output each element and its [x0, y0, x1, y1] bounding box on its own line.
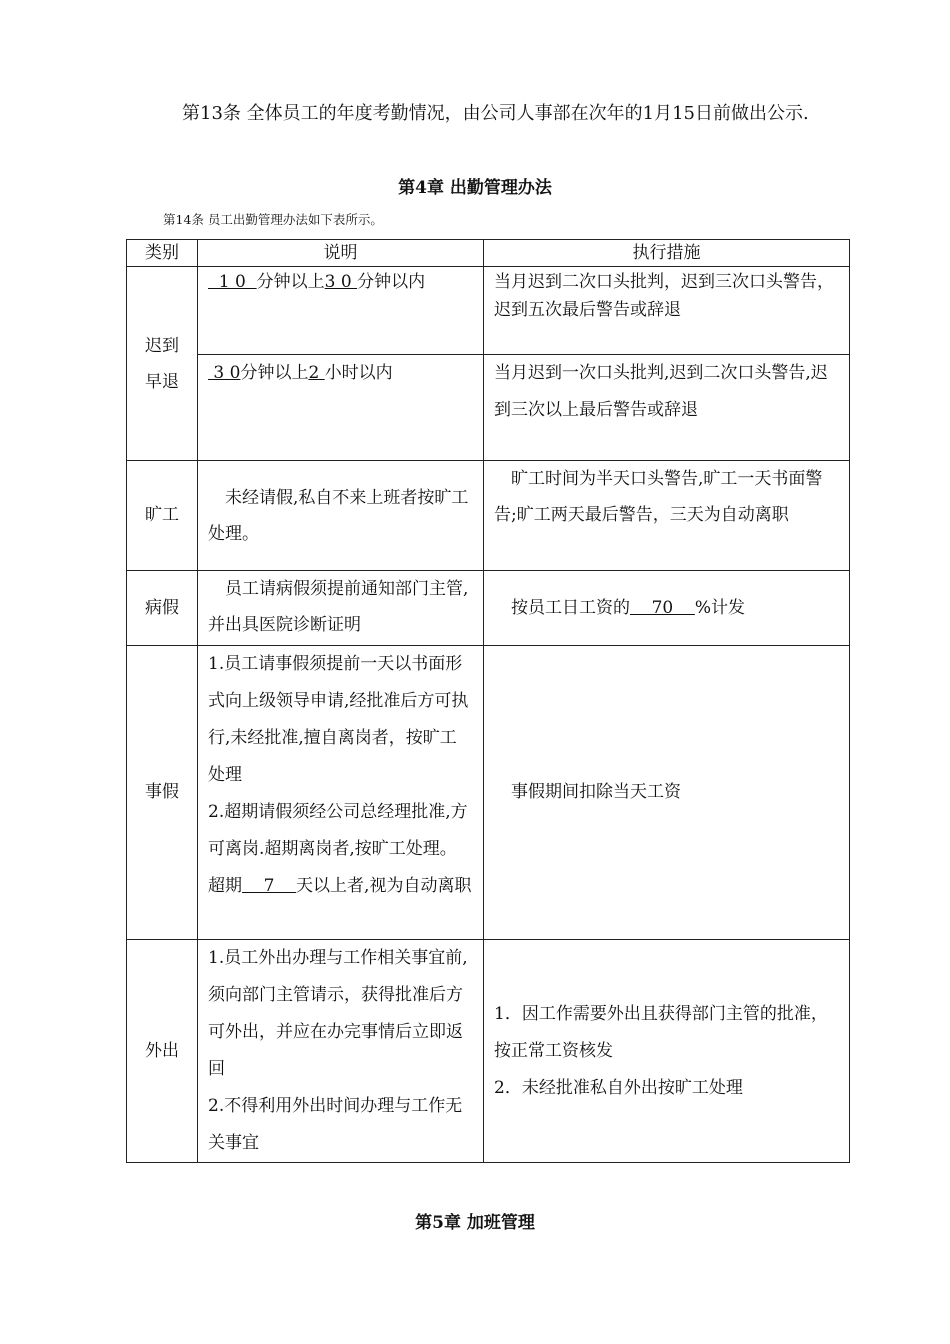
personal-desc-2-pre: 2.超期请假须经公司总经理批准,方可离岗.超期离岗者,按旷工处理。超期 [208, 802, 468, 896]
out-action-1: 1．因工作需要外出且获得部门主管的批准，按正常工资核发 [494, 1003, 828, 1061]
table-row-late-1 [127, 267, 850, 355]
out-desc [198, 940, 484, 1163]
out-desc-2: 2.不得利用外出时间办理与工作无关事宜 [208, 1096, 463, 1153]
late-action-1: 当月迟到二次口头批判，迟到三次口头警告，迟到五次最后警告或辞退 [484, 267, 850, 355]
table-row-sick [127, 571, 850, 646]
absent-desc [198, 461, 484, 571]
category-personal: 事假 [127, 646, 198, 940]
blank-30: 3 0 [324, 272, 358, 292]
sick-action-post: %计发 [694, 597, 746, 618]
late-desc-1-text2: 分钟以内 [357, 272, 426, 292]
blank-70: 70 [630, 597, 695, 618]
personal-desc-1: 1.员工请事假须提前一天以书面形式向上级领导申请,经批准后方可执行,未经批准,擅自离岗者，按旷工处理 [208, 654, 469, 785]
late-action-2: 当月迟到一次口头批判,迟到二次口头警告,迟到三次以上最后警告或辞退 [484, 355, 850, 461]
article-14: 第14条 员工出勤管理办法如下表所示。 [163, 212, 383, 227]
category-late-line2: 早退 [145, 371, 179, 392]
category-sick: 病假 [127, 571, 198, 646]
late-desc-2 [198, 355, 484, 461]
out-action-2: 2．未经批准私自外出按旷工处理 [494, 1077, 743, 1098]
blank-2: 2 [308, 363, 325, 383]
personal-desc [198, 646, 484, 940]
sick-action-pre: 按员工日工资的 [511, 597, 630, 618]
absent-action: 旷工时间为半天口头警告,旷工一天书面警告;旷工两天最后警告，三天为自动离职 [484, 461, 850, 571]
late-desc-2-text1: 分钟以上 [240, 363, 309, 383]
out-action [484, 940, 850, 1163]
header-description: 说明 [198, 240, 484, 267]
table-row-out [127, 940, 850, 1163]
late-desc-1-text1: 分钟以上 [256, 272, 325, 292]
personal-action: 事假期间扣除当天工资 [484, 646, 850, 940]
chapter-4-title: 第4章 出勤管理办法 [398, 178, 552, 198]
out-desc-1: 1.员工外出办理与工作相关事宜前,须向部门主管请示，获得批准后方可外出，并应在办完事情后立即返回 [208, 948, 468, 1079]
chapter-5-title: 第5章 加班管理 [415, 1213, 535, 1233]
category-out: 外出 [127, 940, 198, 1163]
table-header-row [127, 240, 850, 267]
category-absent: 旷工 [127, 461, 198, 571]
blank-10: 1 0 [208, 272, 257, 292]
blank-7: 7 [242, 876, 297, 896]
blank-30b: 3 0 [208, 363, 241, 383]
category-late-line1: 迟到 [145, 335, 179, 356]
late-desc-1 [198, 267, 484, 355]
table-row-personal [127, 646, 850, 940]
table-row-late-2 [127, 355, 850, 461]
sick-desc: 员工请病假须提前通知部门主管,并出具医院诊断证明 [198, 571, 484, 646]
category-late [127, 267, 198, 461]
late-desc-2-text2: 小时以内 [324, 363, 393, 383]
attendance-rules-table [126, 239, 850, 1163]
personal-desc-2-post: 天以上者,视为自动离职 [296, 876, 472, 896]
header-measures: 执行措施 [484, 240, 850, 267]
personal-desc-2 [208, 794, 473, 905]
sick-action [484, 571, 850, 646]
absent-desc-text: 未经请假,私自不来上班者按旷工处理。 [208, 487, 469, 544]
table-row-absent [127, 461, 850, 571]
header-category: 类别 [127, 240, 198, 267]
article-13: 第13条 全体员工的年度考勤情况，由公司人事部在次年的1月15日前做出公示. [182, 103, 809, 124]
